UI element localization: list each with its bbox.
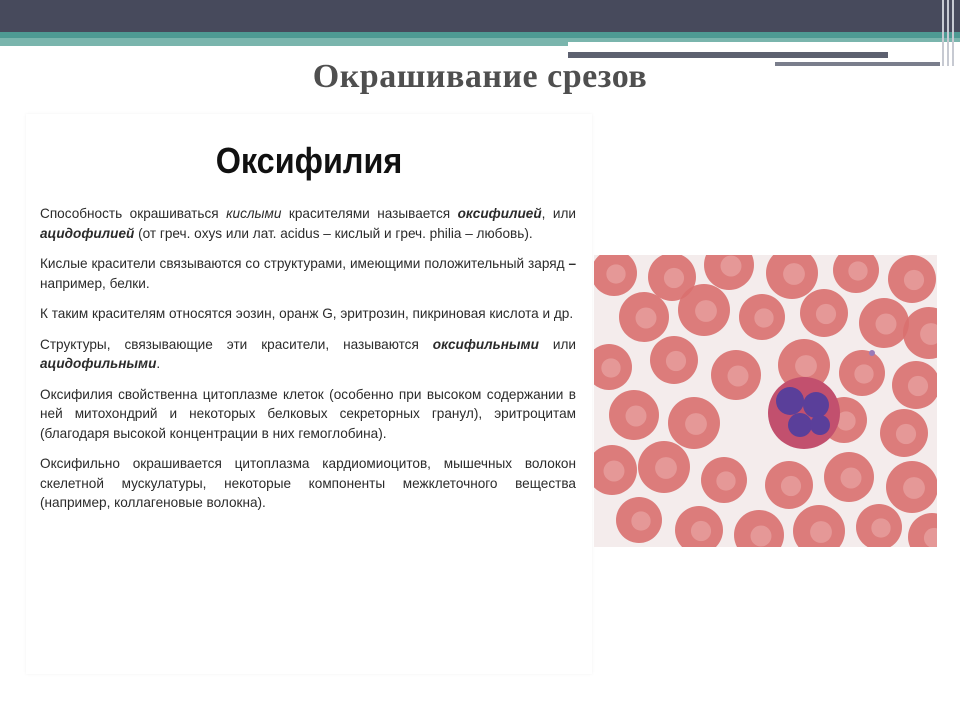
paragraph-2: [40, 254, 576, 293]
nucleus-lobe: [776, 387, 804, 415]
vertical-lines: [942, 0, 954, 66]
nucleus-lobe: [803, 392, 829, 418]
text-segment: .: [156, 356, 161, 371]
text-segment: Оксифильно окрашивается цитоплазма кардиомиоцитов, мышечных волокон скелетной мускулатуры, некоторые компоненты межклеточного вещества (например, коллагеновые волокна).: [40, 456, 576, 510]
erythrocyte-pallor: [854, 364, 873, 383]
blood-smear-image: [594, 255, 937, 547]
paragraph-6: [40, 454, 576, 513]
erythrocyte-pallor: [666, 351, 686, 371]
erythrocyte-pallor: [781, 476, 801, 496]
accent-line-short: [775, 62, 940, 66]
nucleus-lobe: [810, 415, 830, 435]
paragraph-4: [40, 335, 576, 374]
nucleus-lobe: [788, 413, 812, 437]
erythrocyte-pallor: [848, 261, 867, 280]
panel-body: [40, 204, 576, 524]
slide-title: Окрашивание срезов: [312, 58, 648, 95]
text-segment: –: [568, 256, 576, 271]
erythrocyte-pallor: [636, 308, 657, 329]
paragraph-1: [40, 204, 576, 243]
erythrocyte-pallor: [908, 376, 928, 396]
erythrocyte-pallor: [664, 268, 684, 288]
erythrocyte-pallor: [655, 457, 677, 479]
top-bar: [0, 0, 960, 32]
text-segment: (от греч. oxys или лат. acidus – кислый и греч. philia – любовь).: [134, 225, 533, 241]
paragraph-5: [40, 385, 576, 444]
erythrocyte-pallor: [601, 358, 620, 377]
erythrocyte-pallor: [783, 263, 805, 285]
platelet: [869, 350, 875, 356]
text-segment: красителями называется: [281, 206, 458, 221]
erythrocyte-pallor: [691, 521, 711, 541]
text-segment: , или: [541, 206, 576, 221]
erythrocyte-pallor: [876, 314, 897, 335]
eosinophil: [768, 377, 840, 449]
erythrocyte-pallor: [795, 355, 817, 377]
text-segment: Оксифилия свойственна цитоплазме клеток (особенно при высоком содержании в ней митохондрий и некоторых белковых секреторных гранул), эритроцитам (благодаря высокой концентрации в них гемоглобина).: [40, 386, 576, 441]
erythrocyte-pallor: [604, 461, 625, 482]
text-segment: например, белки.: [40, 275, 150, 291]
erythrocyte-pallor: [903, 477, 925, 499]
erythrocyte-pallor: [685, 413, 707, 435]
erythrocyte-pallor: [626, 406, 647, 427]
blood-smear-micrograph-icon: [594, 255, 937, 547]
erythrocyte-pallor: [816, 304, 836, 324]
paragraph-3: [40, 304, 576, 324]
text-segment: или: [538, 336, 576, 352]
erythrocyte-pallor: [754, 308, 773, 327]
text-segment: Кислые красители связываются со структурами, имеющими положительный заряд: [40, 256, 569, 271]
text-segment: ацидофильными: [40, 356, 157, 371]
erythrocyte-pallor: [871, 518, 890, 537]
erythrocyte-pallor: [896, 424, 916, 444]
erythrocyte-pallor: [751, 526, 772, 547]
erythrocyte-pallor: [841, 468, 862, 489]
erythrocyte-pallor: [810, 521, 832, 543]
erythrocyte-pallor: [716, 471, 735, 490]
text-segment: Способность окрашиваться: [40, 206, 227, 221]
text-segment: оксифильными: [432, 336, 539, 352]
text-segment: К таким красителям относятся эозин, оранж G, эритрозин, пикриновая кислота и др.: [40, 306, 574, 321]
erythrocyte-pallor: [728, 366, 749, 387]
erythrocyte-pallor: [721, 256, 742, 277]
erythrocyte-pallor: [695, 300, 717, 322]
band-divider: [568, 42, 960, 46]
text-panel: [26, 114, 592, 674]
erythrocyte-pallor: [631, 511, 650, 530]
text-segment: ацидофилией: [40, 225, 135, 241]
panel-heading: Оксифилия: [215, 140, 403, 181]
text-segment: Структуры, связывающие эти красители, называются: [40, 336, 433, 352]
erythrocyte-pallor: [606, 264, 625, 283]
text-segment: оксифилией: [457, 206, 542, 221]
erythrocyte-pallor: [904, 270, 924, 290]
text-segment: кислыми: [226, 206, 282, 221]
